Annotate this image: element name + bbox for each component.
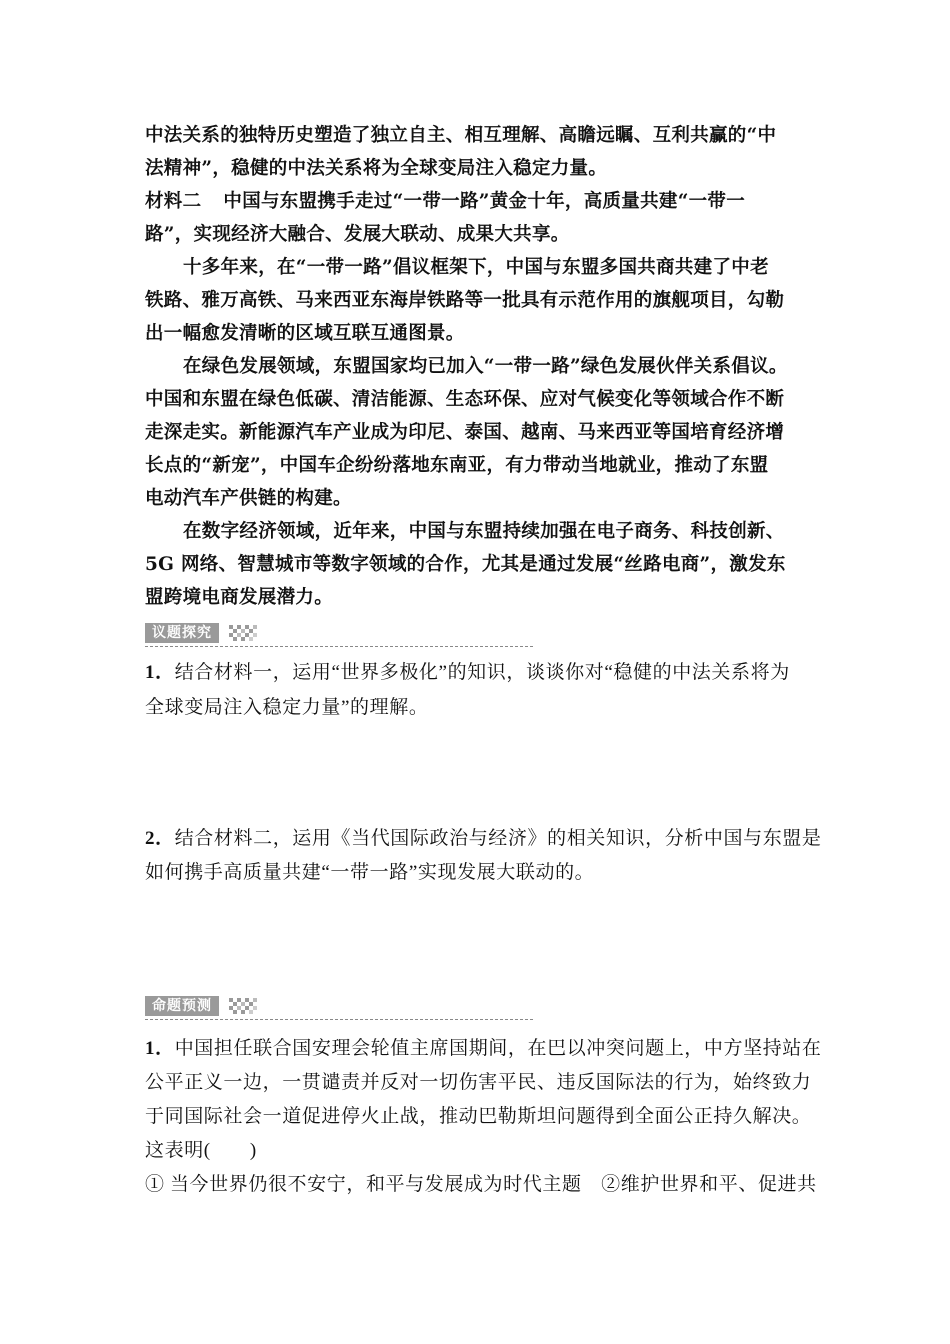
material-two-label: 材料二	[145, 191, 202, 212]
paragraph-line: 盟跨境电商发展潜力。	[145, 587, 334, 608]
checker-pattern-icon	[229, 998, 259, 1016]
predict-question-1-line-1	[145, 1037, 822, 1061]
explore-question-2-line-1	[145, 827, 822, 851]
material-one-line-2: 法精神”，稳健的中法关系将为全球变局注入稳定力量。	[145, 158, 608, 179]
material-two-heading	[145, 190, 815, 214]
section-label: 命题预测	[145, 996, 219, 1016]
question-text: 结合材料一，运用“世界多极化”的知识，谈谈你对“稳健的中法关系将为	[174, 662, 790, 683]
question-number: 1．	[145, 1038, 175, 1059]
paragraph-line: 十多年来，在“一带一路”倡议框架下，中国与东盟多国共商共建了中老	[183, 257, 769, 278]
paragraph-line: 中国和东盟在绿色低碳、清洁能源、生态环保、应对气候变化等领域合作不断	[145, 389, 785, 410]
paragraph-line: 在数字经济领域，近年来，中国与东盟持续加强在电子商务、科技创新、	[183, 521, 785, 542]
material-two-line-2: 路”，实现经济大融合、发展大联动、成果大共享。	[145, 224, 570, 245]
section-header-predict	[145, 996, 535, 1018]
question-text: 中国担任联合国安理会轮值主席国期间，在巴以冲突问题上，中方坚持站在	[174, 1038, 822, 1059]
question-number: 1．	[145, 662, 175, 683]
predict-question-1-line-2: 公平正义一边，一贯谴责并反对一切伤害平民、违反国际法的行为，始终致力	[145, 1072, 812, 1093]
section-label: 议题探究	[145, 623, 219, 643]
checker-pattern-icon	[229, 625, 259, 643]
question-number: 2．	[145, 828, 175, 849]
paragraph-line: 出一幅愈发清晰的区域互联互通图景。	[145, 323, 465, 344]
explore-question-1-line-2: 全球变局注入稳定力量”的理解。	[145, 697, 429, 718]
explore-question-2-line-2: 如何携手高质量共建“一带一路”实现发展大联动的。	[145, 862, 595, 883]
paragraph-line: 在绿色发展领域，东盟国家均已加入“一带一路”绿色发展伙伴关系倡议。	[183, 356, 788, 377]
paragraph-line: 5G 网络、智慧城市等数字领域的合作，尤其是通过发展“丝路电商”，激发东	[145, 554, 786, 575]
explore-question-1-line-1	[145, 661, 815, 685]
paragraph-line: 铁路、雅万高铁、马来西亚东海岸铁路等一批具有示范作用的旗舰项目，勾勒	[145, 290, 785, 311]
paragraph-line: 长点的“新宠”，中国车企纷纷落地东南亚，有力带动当地就业，推动了东盟	[145, 455, 769, 476]
question-text: 结合材料二，运用《当代国际政治与经济》的相关知识，分析中国与东盟是	[174, 828, 822, 849]
section-header-explore	[145, 623, 535, 645]
predict-question-1-options: ① 当今世界仍很不安宁，和平与发展成为时代主题 ②维护世界和平、促进共	[145, 1174, 817, 1195]
predict-question-1-line-3: 于同国际社会一道促进停火止战，推动巴勒斯坦问题得到全面公正持久解决。	[145, 1106, 812, 1127]
material-one-line-1: 中法关系的独特历史塑造了独立自主、相互理解、高瞻远瞩、互利共赢的“中	[145, 125, 777, 146]
paragraph-line: 走深走实。新能源汽车产业成为印尼、泰国、越南、马来西亚等国培育经济增	[145, 422, 785, 443]
dashed-divider	[145, 646, 533, 647]
predict-question-1-line-4: 这表明( )	[145, 1140, 257, 1161]
paragraph-line: 电动汽车产供链的构建。	[145, 488, 352, 509]
material-two-line-1: 中国与东盟携手走过“一带一路”黄金十年，高质量共建“一带一	[223, 191, 746, 212]
dashed-divider	[145, 1019, 533, 1020]
